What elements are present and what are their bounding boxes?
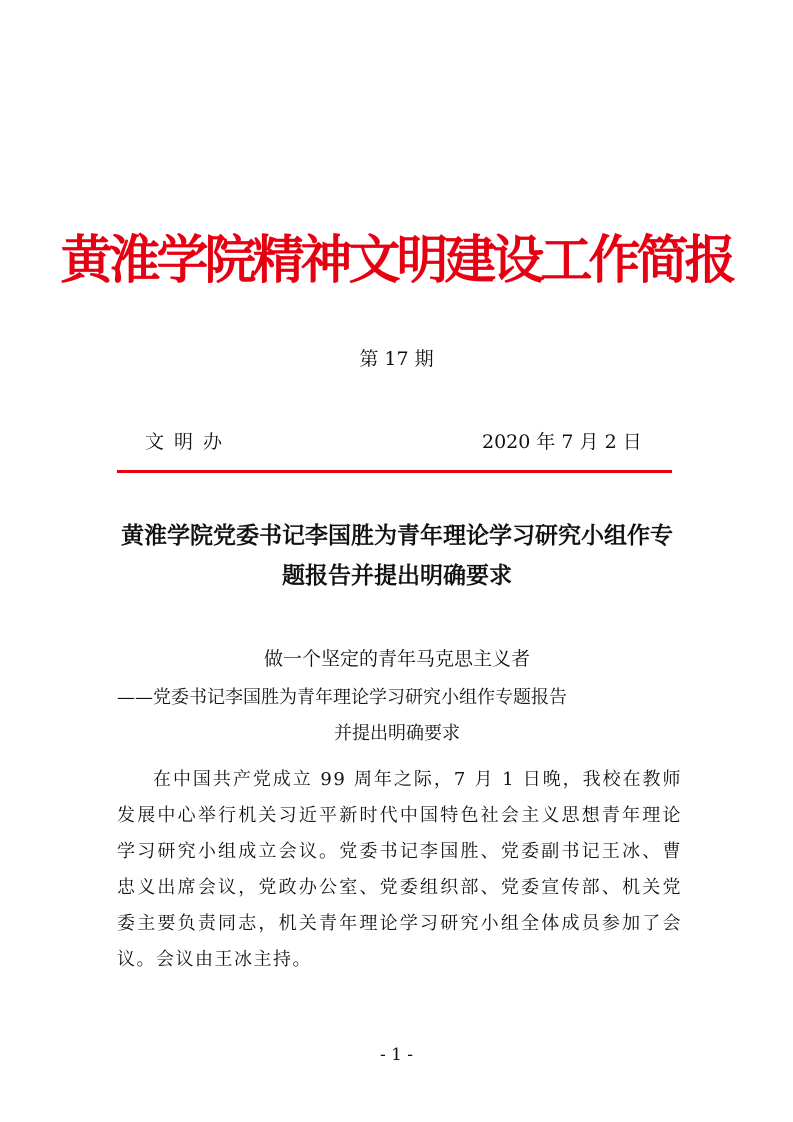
article-subtitle-line2: 并提出明确要求 [334,723,460,744]
red-divider-rule [117,470,672,473]
article-paragraph: 在中国共产党成立 99 周年之际，7 月 1 日晚，我校在教师发展中心举行机关习近平新时代中国特色社会主义思想青年理论学习研究小组成立会议。党委书记李国胜、党委副书记王冰、曹忠义出席会议，党政办公室、党委组织部、党委宣传部、机关党委主要负责同志，机关青年理论学习研究小组全体成员参加了会议。会议由王冰主持。 [117,769,682,970]
issue-date: 2020 年 7 月 2 日 [482,431,642,453]
page-number: - 1 - [379,1045,414,1065]
issue-number: 第 17 期 [359,348,434,370]
issuing-office: 文明办 [145,431,233,453]
masthead-title: 黄淮学院精神文明建设工作简报 [60,231,733,291]
article-subtitle-line1: ——党委书记李国胜为青年理论学习研究小组作专题报告 [117,687,567,708]
article-headline: 黄淮学院党委书记李国胜为青年理论学习研究小组作专题报告并提出明确要求 [121,522,673,589]
article-subhead: 做一个坚定的青年马克思主义者 [263,648,530,670]
